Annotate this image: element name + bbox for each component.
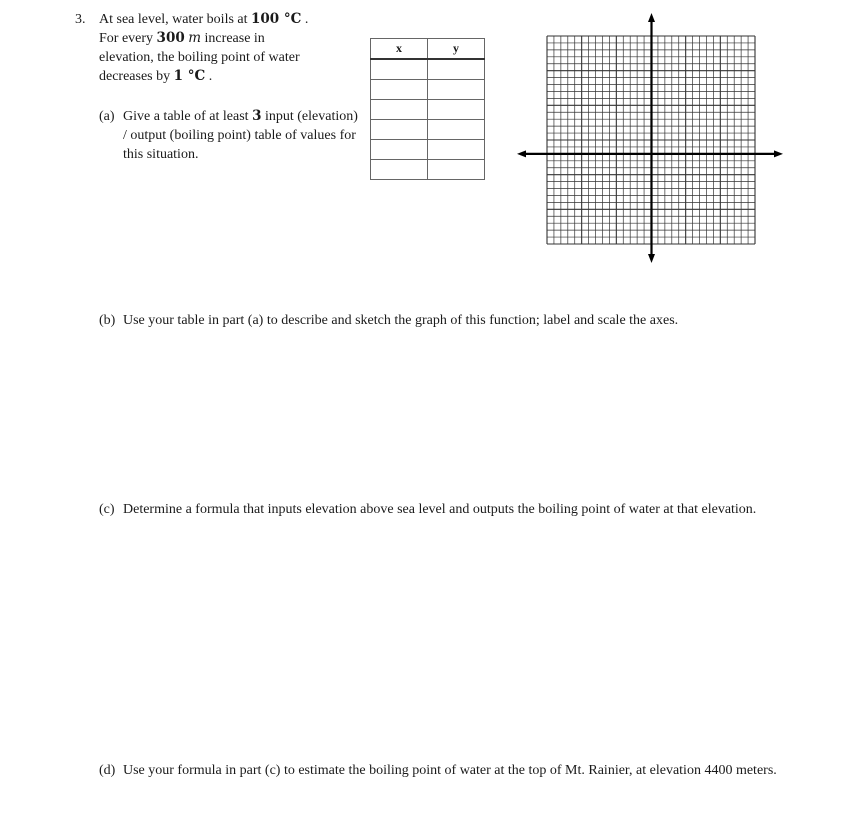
stem-line-3: elevation, the boiling point of water (99, 50, 300, 65)
part-c-text: Determine a formula that inputs elevation above sea level and outputs the boiling point of water at that elevation. (123, 502, 757, 517)
stem-line-4 (99, 67, 349, 86)
table-row (371, 120, 485, 140)
stem-line-2 (99, 29, 349, 48)
part-a-label: (a) (99, 109, 115, 124)
x-axis-right-arrow (774, 150, 783, 157)
table-row (371, 160, 485, 180)
temp-decrease-value: 1 °C (173, 68, 206, 84)
stem-text: . (301, 12, 309, 27)
table-cell[interactable] (371, 160, 428, 180)
axes (517, 13, 783, 263)
table-row (371, 140, 485, 160)
part-b-text: Use your table in part (a) to describe and sketch the graph of this function; label and scale the axes. (123, 313, 679, 328)
part-a-text-pre: Give a table of at least (123, 109, 253, 124)
y-axis-bottom-arrow (648, 254, 655, 263)
table-cell[interactable] (371, 80, 428, 100)
table-cell[interactable] (428, 140, 485, 160)
elevation-unit: m (188, 30, 202, 46)
part-d-label: (d) (99, 763, 116, 778)
part-a-text (123, 107, 359, 164)
stem-text: increase in (201, 31, 265, 46)
problem-number: 3. (75, 12, 86, 27)
boiling-temp-sea-level: 100 °C (251, 11, 302, 27)
part-d-text: Use your formula in part (c) to estimate the boiling point of water at the top of Mt. Rainier, at elevation 4400 meters. (123, 763, 777, 778)
table-cell[interactable] (428, 59, 485, 80)
table-header-y: y (428, 39, 485, 60)
table-header-x: x (371, 39, 428, 60)
table-cell[interactable] (428, 100, 485, 120)
table-cell[interactable] (371, 59, 428, 80)
stem-line-1 (99, 10, 349, 29)
table-row (371, 59, 485, 80)
elevation-step-value: 300 (156, 30, 185, 46)
stem-text: . (205, 69, 213, 84)
table-cell[interactable] (428, 160, 485, 180)
part-b-label: (b) (99, 313, 116, 328)
table-cell[interactable] (371, 140, 428, 160)
part-a-text-post: input (elevation) / output (boiling point) table of values for this situation. (123, 109, 358, 162)
stem-text: decreases by (99, 69, 174, 84)
coordinate-grid[interactable] (515, 12, 785, 264)
table-row (371, 80, 485, 100)
x-axis-left-arrow (517, 150, 526, 157)
table-cell[interactable] (371, 100, 428, 120)
stem-text: For every (99, 31, 157, 46)
table-cell[interactable] (428, 80, 485, 100)
part-c-label: (c) (99, 502, 115, 517)
y-axis-top-arrow (648, 13, 655, 22)
table-cell[interactable] (371, 120, 428, 140)
xy-table (370, 38, 485, 180)
min-rows-value: 3 (252, 108, 262, 124)
problem-stem (99, 10, 349, 86)
table-row (371, 100, 485, 120)
stem-text: At sea level, water boils at (99, 12, 252, 27)
table-cell[interactable] (428, 120, 485, 140)
